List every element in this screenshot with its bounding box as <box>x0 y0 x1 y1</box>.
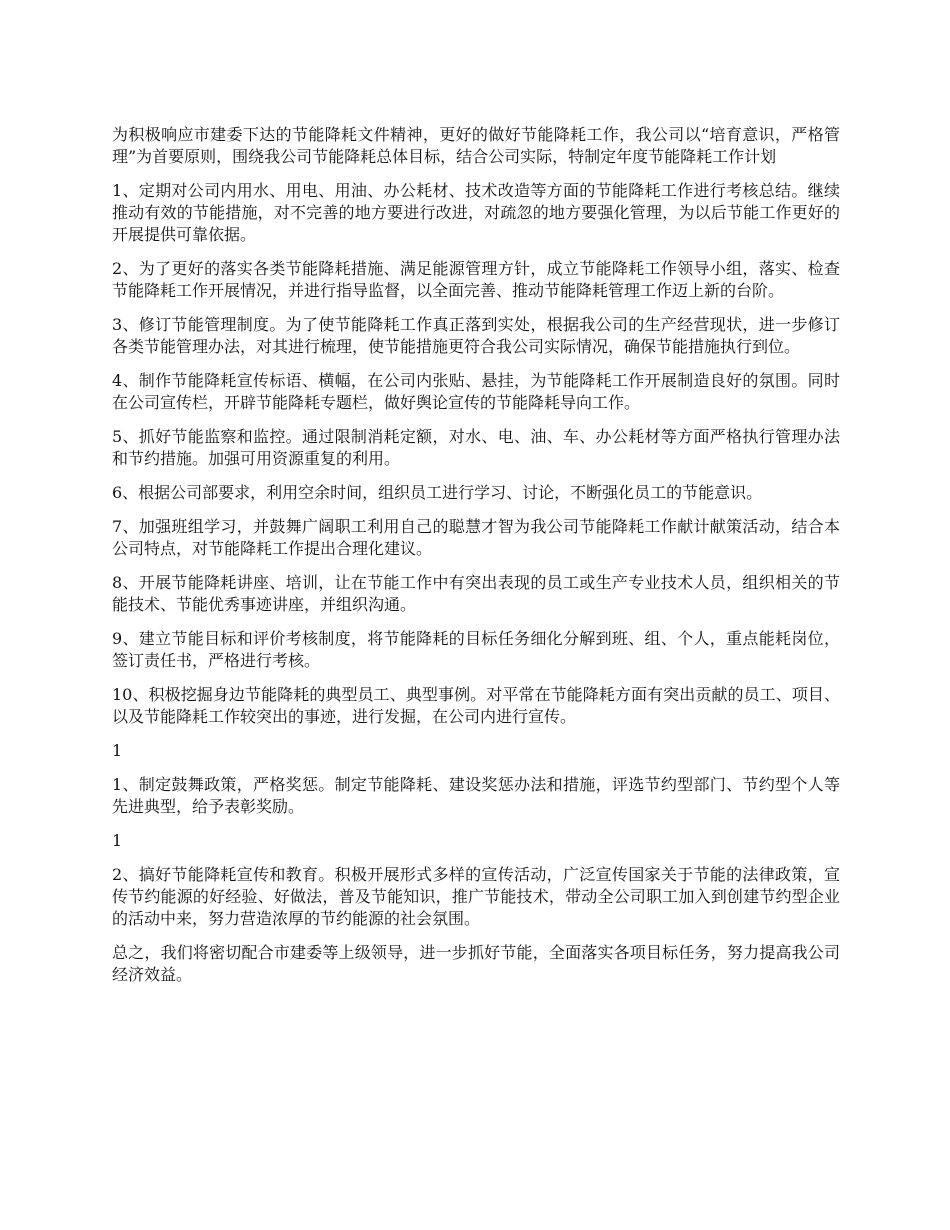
item-6-paragraph: 6、根据公司部要求，利用空余时间，组织员工进行学习、讨论，不断强化员工的节能意识。 <box>112 483 763 502</box>
item-5-paragraph: 5、抓好节能监察和监控。通过限制消耗定额，对水、电、油、车、办公耗材等方面严格执行管理办法和节约措施。加强可用资源重复的利用。 <box>112 427 840 468</box>
item-4-paragraph: 4、制作节能降耗宣传标语、横幅，在公司内张贴、悬挂，为节能降耗工作开展制造良好的氛围。同时在公司宣传栏，开辟节能降耗专题栏，做好舆论宣传的节能降耗导向工作。 <box>112 371 840 412</box>
item-2-paragraph: 2、为了更好的落实各类节能降耗措施、满足能源管理方针，成立节能降耗工作领导小组，落实、检查节能降耗工作开展情况，并进行指导监督，以全面完善、推动节能降耗管理工作迈上新的台阶。 <box>112 259 840 300</box>
item-3-paragraph: 3、修订节能管理制度。为了使节能降耗工作真正落到实处，根据我公司的生产经营现状，进一步修订各类节能管理办法，对其进行梳理，使节能措施更符合我公司实际情况，确保节能措施执行到位。 <box>112 315 840 356</box>
measure-1-paragraph: 1、制定鼓舞政策，严格奖惩。制定节能降耗、建设奖惩办法和措施，评选节约型部门、节约型个人等先进典型，给予表彰奖励。 <box>112 775 840 816</box>
item-1-paragraph: 1、定期对公司内用水、用电、用油、办公耗材、技术改造等方面的节能降耗工作进行考核总结。继续推动有效的节能措施，对不完善的地方要进行改进，对疏忽的地方要强化管理，为以后节能工作更好的开展提供可靠依据。 <box>112 181 840 244</box>
item-8-paragraph: 8、开展节能降耗讲座、培训，让在节能工作中有突出表现的员工或生产专业技术人员，组织相关的节能技术、节能优秀事迹讲座，并组织沟通。 <box>112 573 840 614</box>
item-7-paragraph: 7、加强班组学习，并鼓舞广阔职工利用自己的聪慧才智为我公司节能降耗工作献计献策活动，结合本公司特点，对节能降耗工作提出合理化建议。 <box>112 517 840 558</box>
intro-paragraph: 为积极响应市建委下达的节能降耗文件精神，更好的做好节能降耗工作，我公司以“培育意识，严格管理”为首要原则，围绕我公司节能降耗总体目标，结合公司实际，特制定年度节能降耗工作计划 <box>112 125 840 166</box>
section-number: 1 <box>112 831 123 850</box>
conclusion-paragraph: 总之，我们将密切配合市建委等上级领导，进一步抓好节能，全面落实各项目标任务，努力提高我公司经济效益。 <box>112 943 840 984</box>
document-body <box>112 124 840 998</box>
section-number: 1 <box>112 741 123 760</box>
measure-2-paragraph: 2、搞好节能降耗宣传和教育。积极开展形式多样的宣传活动，广泛宣传国家关于节能的法律政策，宣传节约能源的好经验、好做法，普及节能知识，推广节能技术，带动全公司职工加入到创建节约型企业的活动中来，努力营造浓厚的节约能源的社会氛围。 <box>112 865 840 928</box>
item-10-paragraph: 10、积极挖掘身边节能降耗的典型员工、典型事例。对平常在节能降耗方面有突出贡献的员工、项目、以及节能降耗工作较突出的事迹，进行发掘，在公司内进行宣传。 <box>112 685 840 726</box>
item-9-paragraph: 9、建立节能目标和评价考核制度，将节能降耗的目标任务细化分解到班、组、个人，重点能耗岗位，签订责任书，严格进行考核。 <box>112 629 840 670</box>
